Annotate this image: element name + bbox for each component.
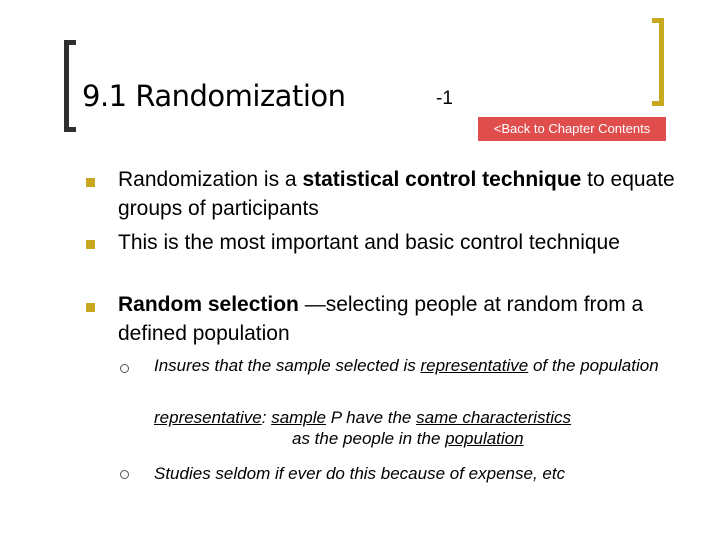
definition-separator: : — [261, 408, 272, 427]
back-link-label: Back to Chapter Contents — [501, 121, 651, 136]
square-bullet-icon — [86, 240, 95, 249]
bullet-text-bold: statistical control technique — [302, 168, 582, 191]
ring-bullet-icon — [120, 470, 129, 479]
definition-term: representative — [154, 408, 262, 427]
underlined-term: representative — [420, 356, 529, 375]
sub-bullet-text: of the population — [528, 356, 659, 375]
underlined-term: population — [445, 429, 524, 448]
square-bullet-icon — [86, 178, 95, 187]
back-to-chapter-contents-link[interactable] — [478, 117, 666, 141]
bullet-text-part: to equate groups of participants — [118, 168, 675, 220]
sub-bullet-item — [154, 355, 674, 376]
square-bullet-icon — [86, 303, 95, 312]
sub-bullet-text: Studies seldom if ever do this because of expense, etc — [154, 464, 566, 483]
bullet-text-part: Randomization is a — [118, 168, 303, 191]
bullet-item — [118, 228, 638, 257]
left-bracket-decoration — [64, 40, 76, 132]
slide-title: 9.1 Randomization — [82, 79, 346, 113]
slide-number: -1 — [436, 88, 453, 109]
right-bracket-decoration — [652, 18, 664, 106]
bullet-item — [118, 290, 678, 348]
sub-bullet-text: Insures that the sample selected is — [154, 356, 421, 375]
bullet-text-bold: Random selection — [118, 293, 299, 316]
bullet-item — [118, 165, 678, 223]
definition-block — [154, 407, 674, 449]
definition-text: as the people in the — [292, 429, 446, 448]
ring-bullet-icon — [120, 364, 129, 373]
sub-bullet-item — [154, 463, 674, 484]
bullet-text-part: This is the most important and basic control technique — [118, 231, 620, 254]
underlined-term: same characteristics — [416, 408, 572, 427]
definition-text: P have the — [326, 408, 417, 427]
back-arrow-icon: < — [493, 121, 502, 136]
bullet-text-part: —selecting people at random from a defined population — [118, 293, 644, 345]
underlined-term: sample — [271, 408, 326, 427]
